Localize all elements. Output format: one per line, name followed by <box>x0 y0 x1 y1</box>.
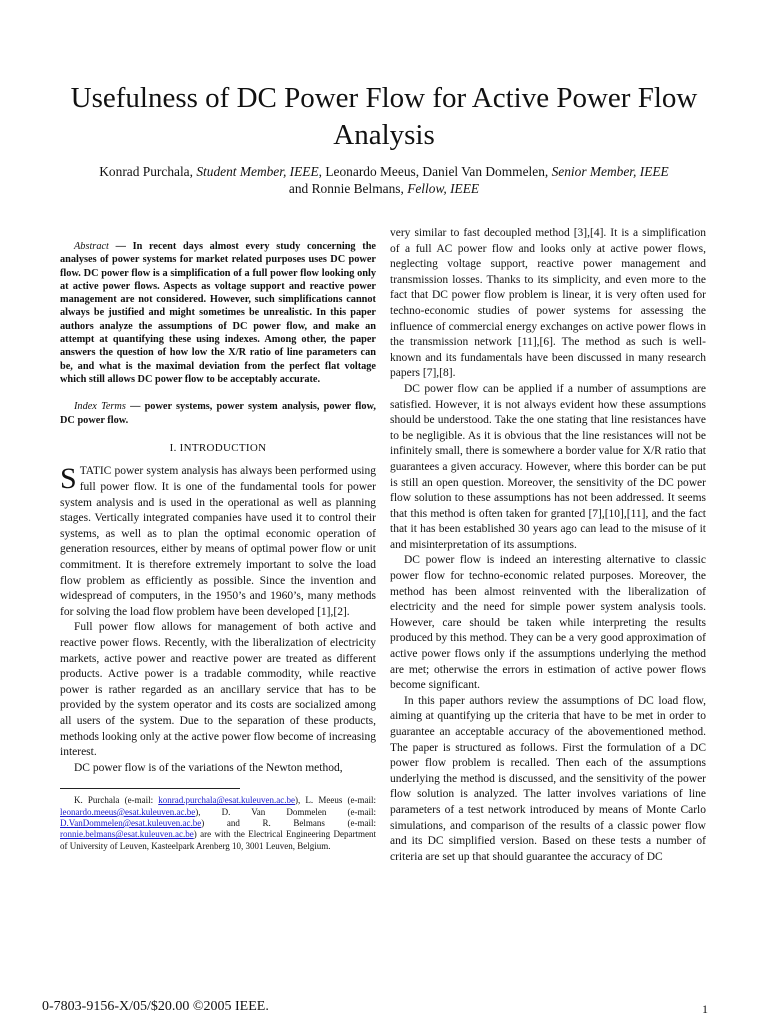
section-heading: I. INTRODUCTION <box>169 441 267 454</box>
author-list <box>90 164 678 197</box>
email-link-belmans[interactable]: ronnie.belmans@esat.kuleuven.ac.be <box>60 829 194 840</box>
footnote-divider <box>60 788 240 789</box>
left-column <box>60 226 376 852</box>
drop-cap: S <box>60 462 77 496</box>
paper-title: Usefulness of DC Power Flow for Active Power Flow Analysis <box>70 82 698 151</box>
abstract-label: Abstract <box>74 241 109 252</box>
authors-member: Student Member, IEEE <box>196 164 319 179</box>
intro-paragraph-2: Full power flow allows for management of both active and reactive power flows. Recently, with the liberalization of electricity markets, active power and reactive power are treated as different products. Active power is a tradable commodity, while reactive power is rather regarded as an ancillary service that has to be provided by the system operator and its costs are socialized among all users of the system. Due to the separation of these products, methods looking only at the active power flow become of increasing interest. <box>60 621 376 759</box>
footnote-text-1: K. Purchala (e-mail: <box>74 795 159 806</box>
authors-senior: Senior Member, IEEE <box>551 164 669 179</box>
index-terms-text: — power systems, power system analysis, power flow, DC power flow. <box>60 401 376 426</box>
email-link-purchala[interactable]: konrad.purchala@esat.kuleuven.ac.be <box>158 795 295 806</box>
email-link-vandommelen[interactable]: D.VanDommelen@esat.kuleuven.ac.be <box>60 817 202 828</box>
intro-paragraph-1 <box>60 464 376 620</box>
intro-paragraph-3: DC power flow is of the variations of the Newton method, <box>74 761 343 774</box>
authors-text-1: Konrad Purchala, <box>99 164 197 179</box>
right-column <box>390 226 706 865</box>
footnote-text-2: ), L. Meeus (e-mail: <box>294 795 376 806</box>
footnote <box>60 795 376 851</box>
right-paragraph-4: In this paper authors review the assumptions of DC load flow, aiming at quantifying up the criteria that have to be met in order to guarantee an acceptable accuracy of the abovementioned method. The paper is structured as follows. First the formulation of a DC power flow problem is recalled. Then each of the assumptions underlying the method is discussed, and the sensitivity of the power flow solution is analyzed. The latter involves variations of line parameters of a test network introduced by means of Monte Carlo simulations, and comparison of the results of a classic power flow and its DC simplified version. Based on these tests a number of criteria are set up that should guarantee the accuracy of DC <box>390 694 706 863</box>
index-terms-label: Index Terms <box>74 401 126 413</box>
right-paragraph-1: very similar to fast decoupled method [3],[4]. It is a simplification of a full AC power flow and looks only at active power flows, neglecting voltage support, reactive power management and transmission losses. Thanks to its simplicity, and even more to the fact that DC power flow problem is linear, it is very often used for techno-economic studies of power systems for assessing the influence of commercial energy exchanges on active power flows in the transmission network [11],[6]. The method as such is well-known and its fundamentals have been discussed in many research papers [7],[8]. <box>390 227 706 380</box>
footnote-text-4: ) and R. Belmans (e-mail: <box>201 817 376 828</box>
authors-text-3: and Ronnie Belmans, <box>288 180 408 196</box>
email-link-meeus[interactable]: leonardo.meeus@esat.kuleuven.ac.be <box>60 806 196 817</box>
abstract-text: — In recent days almost every study concerning the analyses of power systems for market related purposes uses DC power flow. DC power flow is a simplification of a full power flow looking only at active power flows. Aspects as voltage support and reactive power management are not considered. However, such simplifications cannot always be justified and might sometimes be unrealistic. In this paper authors analyze the assumptions of DC power flow, and make an attempt at quantifying these using indexes. Among other, the paper answers the question of how low the X/R ratio of line parameters can be, and what is the maximal deviation from the perfect flat voltage which still allows DC power flow to be acceptably accurate. <box>60 241 376 385</box>
right-paragraph-3: DC power flow is indeed an interesting alternative to classic power flow for techno-economic related purposes. Moreover, the method has been almost reinvented with the liberalization of electricity and the need for simple power system analysis tools. However, care should be taken while interpreting the results produced by this method. They can be a very good approximation of active power flows only if the assumptions underlying the method are met; otherwise the errors in estimation of active power flows become significant. <box>390 554 706 692</box>
footnote-text-3: ), D. Van Dommelen (e-mail: <box>195 806 376 817</box>
abstract <box>60 240 376 386</box>
authors-text-2: , Leonardo Meeus, Daniel Van Dommelen, <box>318 164 552 179</box>
right-paragraph-2: DC power flow can be applied if a number of assumptions are satisfied. However, it is not always evident how these assumptions should be understood. Take the one stating that line resistances have to be negligible. As it is obvious that the line resistances will not be infinitely small, there is somewhere a border value for X/R ratio that guarantees a given accuracy. However, where this border can be put is still an open question. Moreover, the sensitivity of the DC power flow solution to these assumptions has not been addressed. It seems that this method is often taken for granted [7],[10],[11], and the fact that it has been established 30 years ago can lead to the misuse of it and misinterpretation of its assumptions. <box>390 382 706 551</box>
intro-paragraph-1-text: TATIC power system analysis has always been performed using full power flow. It is one of the fundamental tools for power system analysis and is used in the operational as well as planning stages. Vertically integrated companies have used it to control their systems, as well as to plan the optimal economic operation of generation resources, either by means of optimal power flow or unit commitment. It is therefore extremely important to solve the load flow problem as efficiently as possible. Since the invention and widespread of computers, in the 1950’s and 1960’s, many methods for solving the load flow problem have been developed [1],[2]. <box>60 465 376 618</box>
copyright-notice: 0-7803-9156-X/05/$20.00 ©2005 IEEE. <box>42 999 269 1014</box>
footnote-text-5: ) are with the Electrical Engineering Department of University of Leuven, Kasteelpark Arenberg 10, 3001 Leuven, Belgium. <box>60 829 376 851</box>
page-number: 1 <box>702 1002 708 1016</box>
index-terms <box>60 400 376 427</box>
authors-fellow: Fellow, IEEE <box>407 180 480 196</box>
